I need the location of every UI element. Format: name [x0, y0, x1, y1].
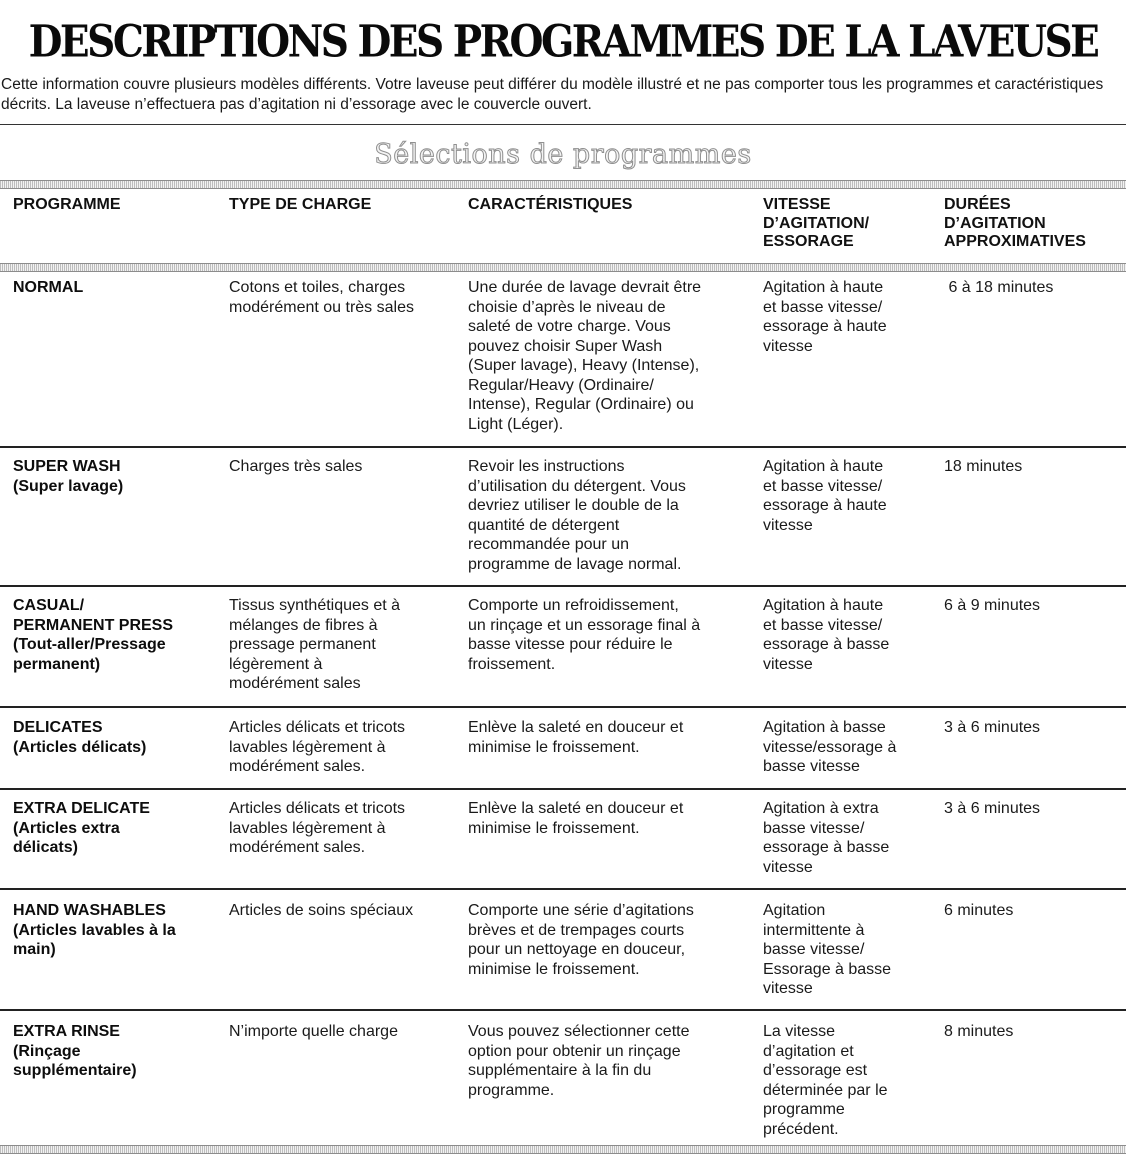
header-bottom-hatch — [0, 263, 1126, 272]
cell-vitesse: Agitation à basse vitesse/essorage à basse vitesse — [763, 719, 897, 775]
cell-programme: NORMAL — [13, 279, 84, 296]
header-top-hatch — [0, 180, 1126, 189]
header-durees: DURÉES D’AGITATION APPROXIMATIVES — [944, 196, 1086, 250]
cell-vitesse: Agitation à extra basse vitesse/ essorage à basse vitesse — [763, 800, 890, 876]
table-bottom-hatch — [0, 1145, 1126, 1154]
header-caracteristiques: CARACTÉRISTIQUES — [468, 196, 633, 213]
cell-type-de-charge: Articles délicats et tricots lavables légèrement à modérément sales. — [229, 719, 406, 775]
cell-caracteristiques: Comporte un refroidissement, un rinçage et un essorage final à basse vitesse pour réduire le froissement. — [468, 597, 701, 673]
row-divider — [0, 585, 1126, 587]
cell-caracteristiques: Une durée de lavage devrait être choisie d’après le niveau de saleté de votre charge. Vous pouvez choisir Super Wash (Super lavage), Heavy (Intense), Regular/Heavy (Ordinaire/ Intense), Regular (Ordinaire) ou Light (Léger). — [468, 279, 702, 433]
cell-type-de-charge: Tissus synthétiques et à mélanges de fibres à pressage permanent légèrement à modérément sales — [229, 597, 401, 692]
cell-programme: HAND WASHABLES (Articles lavables à la main) — [13, 902, 176, 958]
cell-duree: 3 à 6 minutes — [944, 719, 1041, 736]
row-divider — [0, 446, 1126, 448]
page-title: DESCRIPTIONS DES PROGRAMMES DE LA LAVEUSE — [28, 16, 1098, 68]
cell-duree: 6 à 9 minutes — [944, 597, 1041, 614]
cell-caracteristiques: Enlève la saleté en douceur et minimise le froissement. — [468, 719, 684, 756]
cell-programme: EXTRA DELICATE (Articles extra délicats) — [13, 800, 150, 856]
row-divider — [0, 706, 1126, 708]
cell-duree: 8 minutes — [944, 1023, 1014, 1040]
header-vitesse: VITESSE D’AGITATION/ ESSORAGE — [763, 196, 870, 250]
cell-duree: 6 minutes — [944, 902, 1014, 919]
cell-vitesse: Agitation à haute et basse vitesse/ essorage à basse vitesse — [763, 597, 890, 673]
cell-caracteristiques: Comporte une série d’agitations brèves et de trempages courts pour un nettoyage en douceur, minimise le froissement. — [468, 902, 694, 978]
cell-type-de-charge: Cotons et toiles, charges modérément ou très sales — [229, 279, 414, 316]
cell-type-de-charge: Articles de soins spéciaux — [229, 902, 414, 919]
cell-type-de-charge: N’importe quelle charge — [229, 1023, 398, 1040]
cell-caracteristiques: Vous pouvez sélectionner cette option pour obtenir un rinçage supplémentaire à la fin du programme. — [468, 1023, 690, 1099]
cell-programme: DELICATES (Articles délicats) — [13, 719, 147, 756]
cell-duree: 3 à 6 minutes — [944, 800, 1041, 817]
cell-programme: EXTRA RINSE (Rinçage supplémentaire) — [13, 1023, 137, 1079]
title-divider — [0, 124, 1126, 125]
row-divider — [0, 888, 1126, 890]
cell-type-de-charge: Charges très sales — [229, 458, 363, 475]
row-divider — [0, 1009, 1126, 1011]
cell-vitesse: Agitation à haute et basse vitesse/ essorage à haute vitesse — [763, 458, 887, 534]
row-divider — [0, 788, 1126, 790]
cell-duree: 18 minutes — [944, 458, 1023, 475]
cell-caracteristiques: Enlève la saleté en douceur et minimise le froissement. — [468, 800, 684, 837]
intro-text: Cette information couvre plusieurs modèles différents. Votre laveuse peut différer du modèle illustré et ne pas comporter tous les programmes et caractéristiques décrits. La laveuse n’effectuera pas d’agitation ni d’essorage avec le couvercle ouvert. — [1, 76, 1104, 113]
cell-duree: 6 à 18 minutes — [944, 279, 1054, 296]
cell-type-de-charge: Articles délicats et tricots lavables légèrement à modérément sales. — [229, 800, 406, 856]
cell-programme: SUPER WASH (Super lavage) — [13, 458, 124, 495]
header-programme: PROGRAMME — [13, 196, 121, 213]
cell-vitesse: Agitation intermittente à basse vitesse/ Essorage à basse vitesse — [763, 902, 892, 997]
cell-programme: CASUAL/ PERMANENT PRESS (Tout-aller/Pressage permanent) — [13, 597, 174, 673]
cell-vitesse: Agitation à haute et basse vitesse/ essorage à haute vitesse — [763, 279, 887, 355]
cell-caracteristiques: Revoir les instructions d’utilisation du détergent. Vous devriez utiliser le double de la quantité de détergent recommandée pour un programme de lavage normal. — [468, 458, 686, 573]
cell-vitesse: La vitesse d’agitation et d’essorage est déterminée par le programme précédent. — [763, 1023, 888, 1138]
header-type-de-charge: TYPE DE CHARGE — [229, 196, 372, 213]
section-title: Sélections de programmes — [374, 139, 752, 170]
